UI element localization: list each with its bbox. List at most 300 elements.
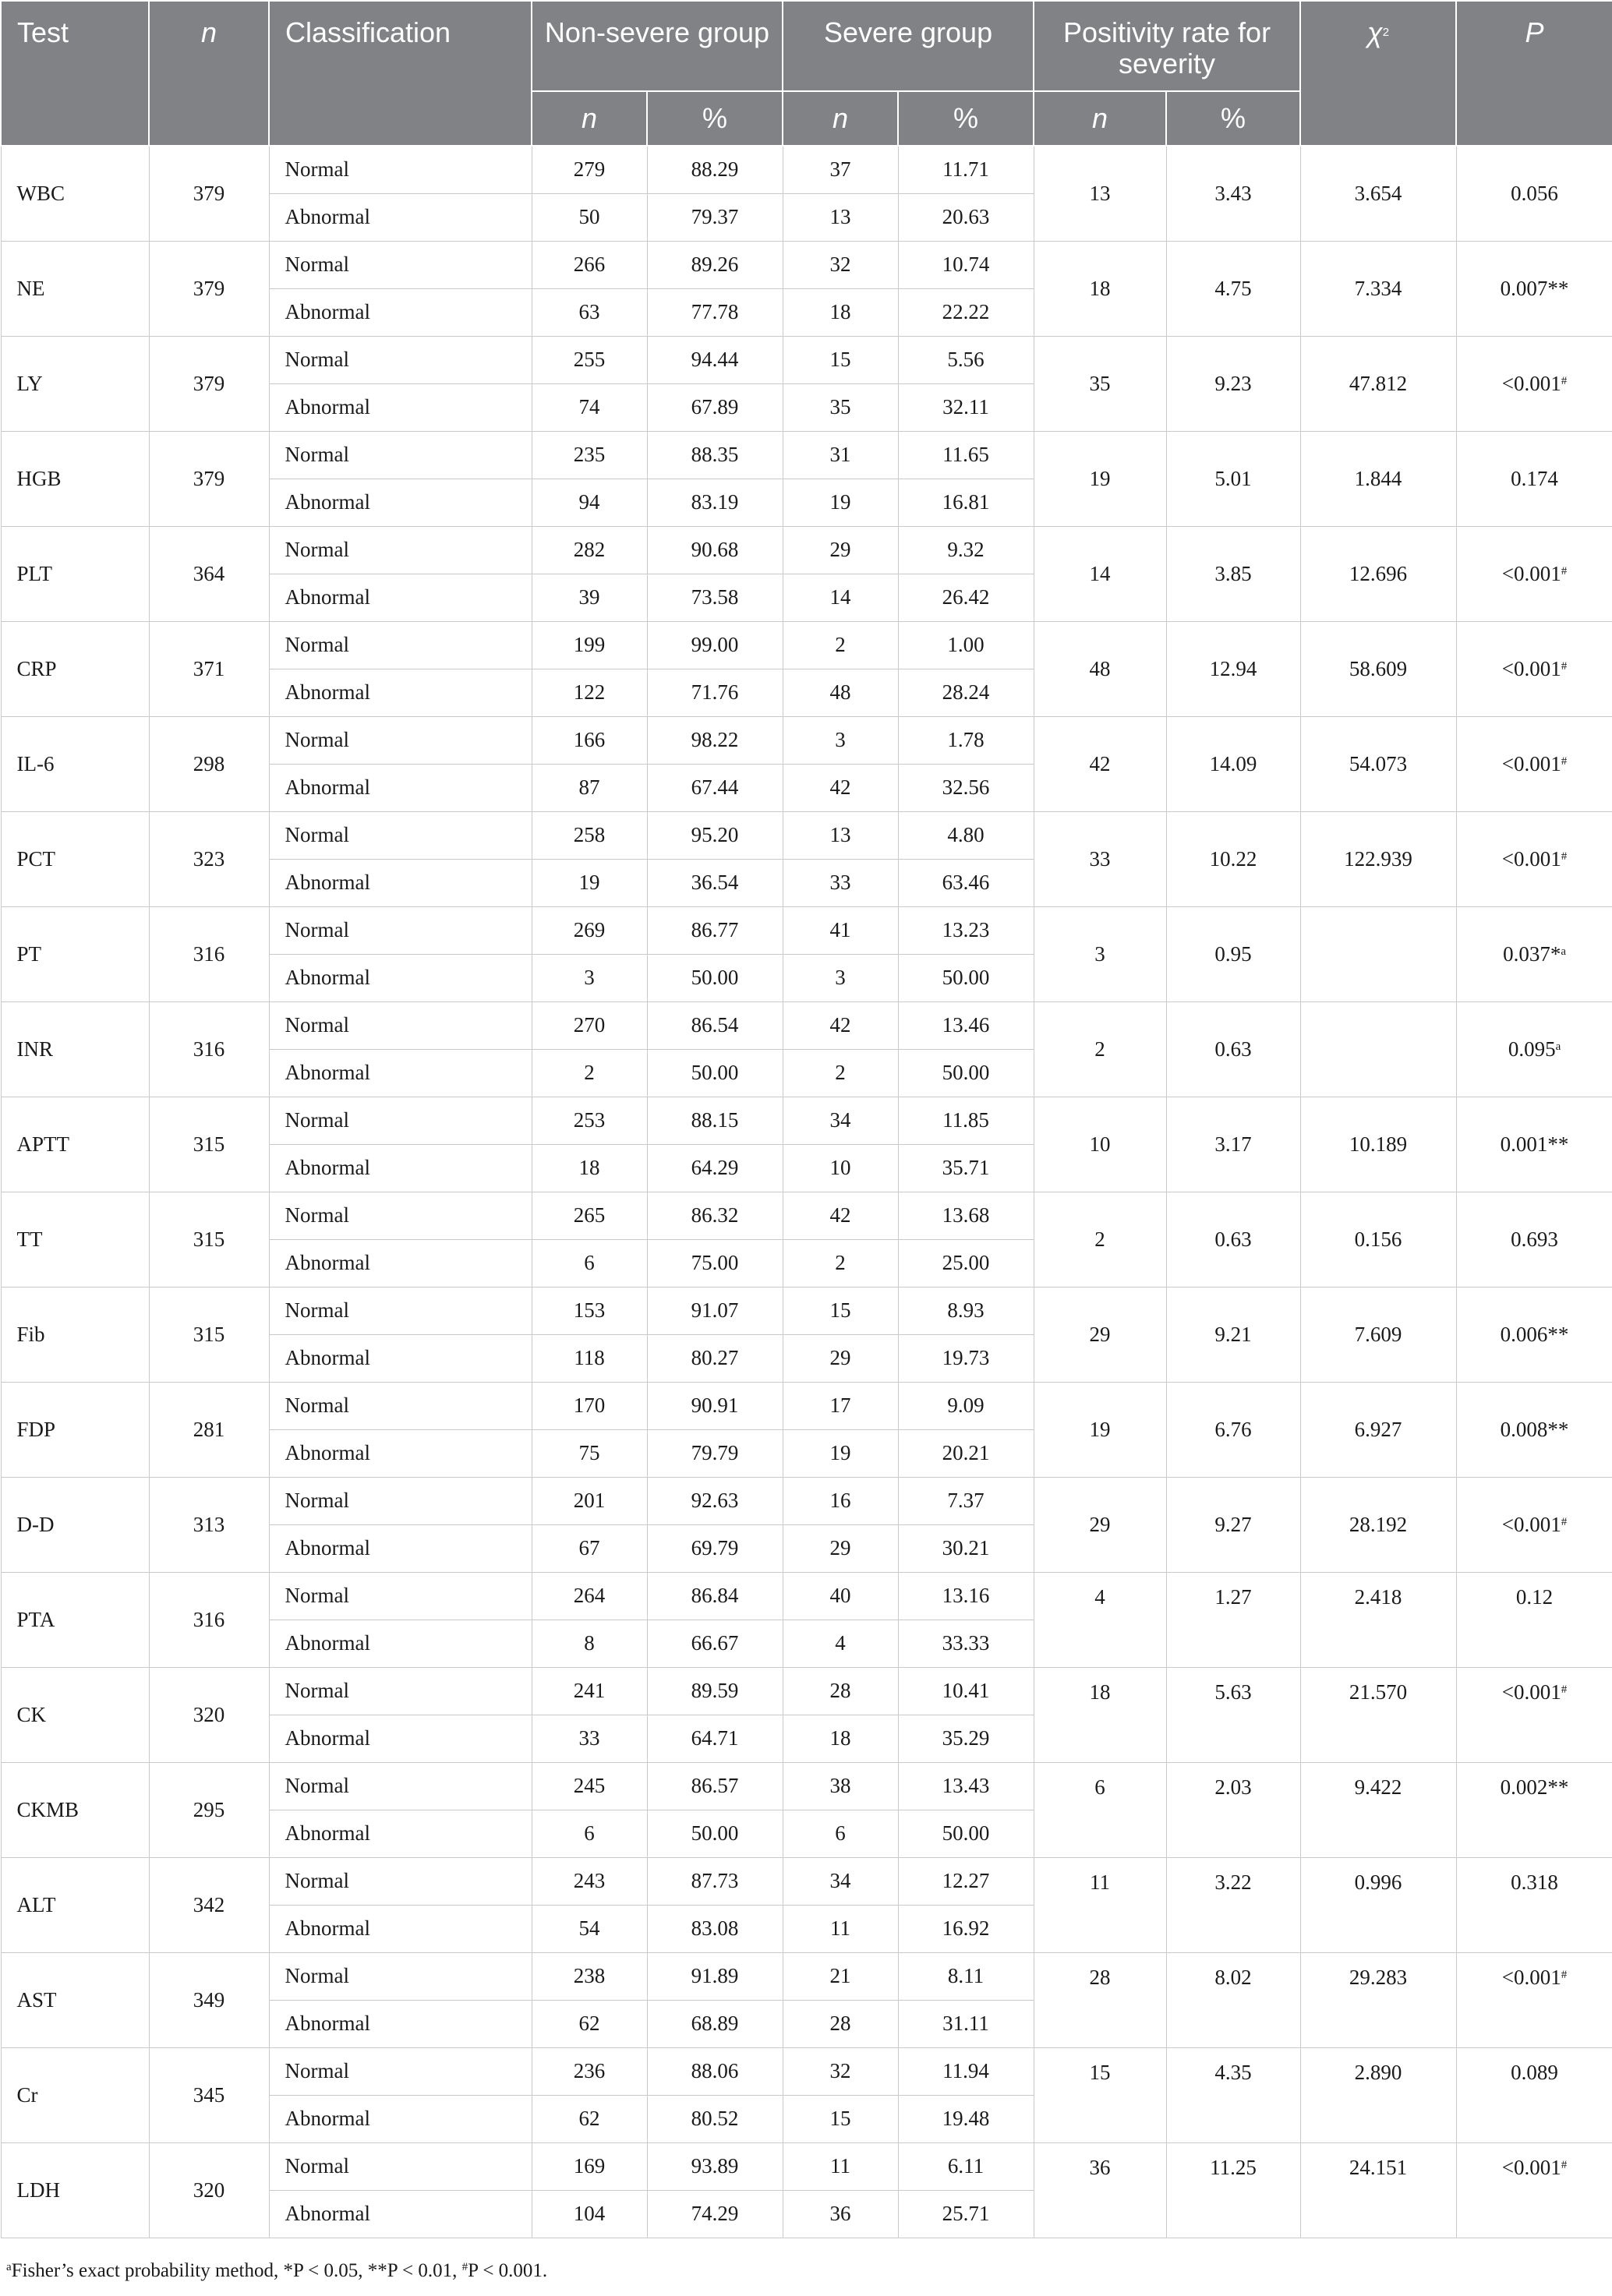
positivity-n-cell: 48 — [1034, 621, 1166, 716]
severe-pct-cell: 20.21 — [898, 1429, 1034, 1477]
non-severe-n-cell: 6 — [532, 1239, 647, 1287]
classification-cell: Abnormal — [269, 574, 532, 621]
table-header — [1, 1, 1612, 146]
p-value-text: <0.001 — [1501, 2155, 1561, 2179]
severe-n-cell: 14 — [783, 574, 898, 621]
chi-square-cell: 28.192 — [1300, 1477, 1456, 1572]
p-value-text: <0.001 — [1501, 561, 1561, 585]
non-severe-n-cell: 258 — [532, 811, 647, 859]
non-severe-pct-cell: 83.08 — [647, 1905, 783, 1952]
subheader-non-severe-pct: % — [647, 91, 783, 146]
severe-n-cell: 16 — [783, 1477, 898, 1524]
classification-cell: Normal — [269, 526, 532, 574]
non-severe-n-cell: 19 — [532, 859, 647, 906]
non-severe-pct-cell: 68.89 — [647, 2000, 783, 2047]
header-chi-square — [1300, 1, 1456, 146]
non-severe-n-cell: 253 — [532, 1097, 647, 1144]
classification-cell: Normal — [269, 1952, 532, 2000]
severe-pct-cell: 12.27 — [898, 1857, 1034, 1905]
p-value-cell — [1456, 1857, 1612, 1952]
severe-n-cell: 38 — [783, 1762, 898, 1810]
positivity-n-cell: 13 — [1034, 146, 1166, 241]
non-severe-pct-cell: 87.73 — [647, 1857, 783, 1905]
severe-n-cell: 15 — [783, 1287, 898, 1334]
severe-pct-cell: 50.00 — [898, 954, 1034, 1001]
severe-n-cell: 13 — [783, 811, 898, 859]
non-severe-pct-cell: 90.91 — [647, 1382, 783, 1429]
classification-cell: Abnormal — [269, 954, 532, 1001]
severe-n-cell: 2 — [783, 1049, 898, 1097]
chi-square-cell: 54.073 — [1300, 716, 1456, 811]
table-row — [1, 336, 1612, 383]
table-row — [1, 2047, 1612, 2095]
non-severe-pct-cell: 77.78 — [647, 288, 783, 336]
non-severe-pct-cell: 64.29 — [647, 1144, 783, 1192]
classification-cell: Normal — [269, 1572, 532, 1620]
table-row — [1, 2142, 1612, 2190]
p-value-superscript: # — [1561, 1515, 1568, 1528]
severe-n-cell: 42 — [783, 1001, 898, 1049]
p-value-cell — [1456, 811, 1612, 906]
classification-cell: Abnormal — [269, 1239, 532, 1287]
table-row — [1, 1572, 1612, 1620]
severe-pct-cell: 8.11 — [898, 1952, 1034, 2000]
chi-square-cell: 7.609 — [1300, 1287, 1456, 1382]
chi-square-cell: 2.890 — [1300, 2047, 1456, 2142]
sample-n-cell: 316 — [149, 906, 269, 1001]
p-value-cell — [1456, 1952, 1612, 2047]
positivity-n-cell: 3 — [1034, 906, 1166, 1001]
severe-pct-cell: 13.16 — [898, 1572, 1034, 1620]
severe-n-cell: 40 — [783, 1572, 898, 1620]
classification-cell: Abnormal — [269, 383, 532, 431]
chi-square-cell: 58.609 — [1300, 621, 1456, 716]
sample-n-cell: 379 — [149, 241, 269, 336]
table-row — [1, 621, 1612, 669]
p-value-superscript: # — [1561, 850, 1568, 863]
classification-cell: Abnormal — [269, 1144, 532, 1192]
classification-cell: Normal — [269, 2047, 532, 2095]
non-severe-n-cell: 74 — [532, 383, 647, 431]
positivity-n-cell: 19 — [1034, 431, 1166, 526]
non-severe-pct-cell: 86.32 — [647, 1192, 783, 1239]
classification-cell: Normal — [269, 811, 532, 859]
p-value-cell — [1456, 241, 1612, 336]
sample-n-cell: 320 — [149, 2142, 269, 2238]
severe-pct-cell: 13.43 — [898, 1762, 1034, 1810]
header-classification: Classification — [269, 1, 532, 146]
severe-n-cell: 21 — [783, 1952, 898, 2000]
non-severe-n-cell: 6 — [532, 1810, 647, 1857]
non-severe-n-cell: 62 — [532, 2095, 647, 2142]
severe-n-cell: 37 — [783, 146, 898, 193]
p-value-text: <0.001 — [1501, 1965, 1561, 1989]
p-value-cell — [1456, 146, 1612, 241]
positivity-n-cell: 18 — [1034, 1667, 1166, 1762]
severe-n-cell: 18 — [783, 288, 898, 336]
non-severe-n-cell: 245 — [532, 1762, 647, 1810]
severe-pct-cell: 4.80 — [898, 811, 1034, 859]
severe-n-cell: 29 — [783, 1524, 898, 1572]
table-row — [1, 906, 1612, 954]
chi-square-cell: 47.812 — [1300, 336, 1456, 431]
sample-n-cell: 379 — [149, 146, 269, 241]
severe-n-cell: 34 — [783, 1857, 898, 1905]
severe-pct-cell: 19.48 — [898, 2095, 1034, 2142]
p-value-superscript: # — [1561, 374, 1568, 387]
severe-pct-cell: 16.92 — [898, 1905, 1034, 1952]
classification-cell: Normal — [269, 1477, 532, 1524]
header-test: Test — [1, 1, 149, 146]
chi-square-cell: 21.570 — [1300, 1667, 1456, 1762]
footnote-text: Fisher’s exact probability method, *P < 0.05, **P < 0.01, — [11, 2260, 462, 2281]
p-value-cell — [1456, 1382, 1612, 1477]
sample-n-cell: 315 — [149, 1192, 269, 1287]
classification-cell: Abnormal — [269, 1429, 532, 1477]
sample-n-cell: 320 — [149, 1667, 269, 1762]
table-row — [1, 1097, 1612, 1144]
test-name-cell: PTA — [1, 1572, 149, 1667]
positivity-n-cell: 15 — [1034, 2047, 1166, 2142]
test-name-cell: PT — [1, 906, 149, 1001]
non-severe-pct-cell: 79.79 — [647, 1429, 783, 1477]
test-name-cell: INR — [1, 1001, 149, 1097]
chi-square-cell: 29.283 — [1300, 1952, 1456, 2047]
severe-pct-cell: 28.24 — [898, 669, 1034, 716]
footnote-tail: P < 0.001. — [468, 2260, 548, 2281]
table-row — [1, 526, 1612, 574]
chi-square-cell: 122.939 — [1300, 811, 1456, 906]
chi-square-cell: 10.189 — [1300, 1097, 1456, 1192]
test-name-cell: D-D — [1, 1477, 149, 1572]
sample-n-cell: 364 — [149, 526, 269, 621]
non-severe-pct-cell: 91.89 — [647, 1952, 783, 2000]
test-name-cell: NE — [1, 241, 149, 336]
header-non-severe-group: Non-severe group — [532, 1, 783, 91]
non-severe-n-cell: 50 — [532, 193, 647, 241]
p-value-cell — [1456, 1001, 1612, 1097]
classification-cell: Abnormal — [269, 479, 532, 526]
non-severe-pct-cell: 86.84 — [647, 1572, 783, 1620]
severe-n-cell: 35 — [783, 383, 898, 431]
classification-cell: Normal — [269, 336, 532, 383]
severe-n-cell: 10 — [783, 1144, 898, 1192]
non-severe-n-cell: 75 — [532, 1429, 647, 1477]
classification-cell: Normal — [269, 1382, 532, 1429]
chi-superscript: 2 — [1382, 26, 1390, 39]
non-severe-n-cell: 63 — [532, 288, 647, 336]
p-value-text: 0.037* — [1503, 941, 1561, 966]
non-severe-pct-cell: 94.44 — [647, 336, 783, 383]
classification-cell: Abnormal — [269, 1049, 532, 1097]
severe-pct-cell: 31.11 — [898, 2000, 1034, 2047]
p-value-cell — [1456, 1477, 1612, 1572]
classification-cell: Normal — [269, 1192, 532, 1239]
p-value-cell — [1456, 1192, 1612, 1287]
positivity-pct-cell: 3.85 — [1166, 526, 1300, 621]
sample-n-cell: 379 — [149, 431, 269, 526]
non-severe-pct-cell: 74.29 — [647, 2190, 783, 2238]
classification-cell: Abnormal — [269, 2190, 532, 2238]
non-severe-n-cell: 243 — [532, 1857, 647, 1905]
positivity-pct-cell: 9.23 — [1166, 336, 1300, 431]
table-footnote — [6, 2260, 547, 2282]
positivity-pct-cell: 3.43 — [1166, 146, 1300, 241]
non-severe-n-cell: 236 — [532, 2047, 647, 2095]
test-name-cell: Fib — [1, 1287, 149, 1382]
p-value-superscript: # — [1561, 659, 1568, 673]
test-name-cell: IL-6 — [1, 716, 149, 811]
test-name-cell: PLT — [1, 526, 149, 621]
p-value-text: 0.006** — [1500, 1322, 1569, 1346]
footnote-hash: # — [461, 2261, 468, 2273]
non-severe-n-cell: 269 — [532, 906, 647, 954]
non-severe-n-cell: 104 — [532, 2190, 647, 2238]
p-value-superscript: # — [1561, 564, 1568, 578]
header-severe-group: Severe group — [783, 1, 1034, 91]
chi-square-cell: 12.696 — [1300, 526, 1456, 621]
sample-n-cell: 315 — [149, 1097, 269, 1192]
severe-pct-cell: 22.22 — [898, 288, 1034, 336]
p-value-cell — [1456, 1287, 1612, 1382]
non-severe-pct-cell: 50.00 — [647, 1049, 783, 1097]
severe-pct-cell: 9.32 — [898, 526, 1034, 574]
non-severe-pct-cell: 50.00 — [647, 954, 783, 1001]
sample-n-cell: 315 — [149, 1287, 269, 1382]
subheader-non-severe-n: n — [532, 91, 647, 146]
test-name-cell: TT — [1, 1192, 149, 1287]
p-value-text: <0.001 — [1501, 1680, 1561, 1704]
sample-n-cell: 281 — [149, 1382, 269, 1477]
positivity-n-cell: 42 — [1034, 716, 1166, 811]
table-row — [1, 1192, 1612, 1239]
non-severe-n-cell: 270 — [532, 1001, 647, 1049]
positivity-pct-cell: 9.27 — [1166, 1477, 1300, 1572]
non-severe-pct-cell: 36.54 — [647, 859, 783, 906]
test-name-cell: CKMB — [1, 1762, 149, 1857]
positivity-pct-cell: 0.63 — [1166, 1001, 1300, 1097]
severe-n-cell: 41 — [783, 906, 898, 954]
p-value-cell — [1456, 621, 1612, 716]
severe-pct-cell: 50.00 — [898, 1810, 1034, 1857]
severe-pct-cell: 11.65 — [898, 431, 1034, 479]
table-row — [1, 1001, 1612, 1049]
severe-pct-cell: 11.94 — [898, 2047, 1034, 2095]
non-severe-pct-cell: 89.59 — [647, 1667, 783, 1715]
positivity-n-cell: 2 — [1034, 1001, 1166, 1097]
p-value-superscript: # — [1561, 1968, 1568, 1981]
positivity-n-cell: 29 — [1034, 1477, 1166, 1572]
positivity-n-cell: 28 — [1034, 1952, 1166, 2047]
positivity-pct-cell: 2.03 — [1166, 1762, 1300, 1857]
non-severe-pct-cell: 83.19 — [647, 479, 783, 526]
positivity-pct-cell: 5.01 — [1166, 431, 1300, 526]
severe-n-cell: 2 — [783, 1239, 898, 1287]
non-severe-pct-cell: 91.07 — [647, 1287, 783, 1334]
positivity-pct-cell: 6.76 — [1166, 1382, 1300, 1477]
severe-n-cell: 28 — [783, 2000, 898, 2047]
classification-cell: Abnormal — [269, 859, 532, 906]
severe-n-cell: 19 — [783, 1429, 898, 1477]
chi-square-cell: 24.151 — [1300, 2142, 1456, 2238]
non-severe-pct-cell: 86.57 — [647, 1762, 783, 1810]
test-name-cell: ALT — [1, 1857, 149, 1952]
non-severe-pct-cell: 88.06 — [647, 2047, 783, 2095]
severe-n-cell: 18 — [783, 1715, 898, 1762]
header-positivity-rate: Positivity rate for severity — [1034, 1, 1300, 91]
positivity-n-cell: 19 — [1034, 1382, 1166, 1477]
non-severe-n-cell: 279 — [532, 146, 647, 193]
non-severe-pct-cell: 75.00 — [647, 1239, 783, 1287]
severe-n-cell: 42 — [783, 1192, 898, 1239]
non-severe-pct-cell: 92.63 — [647, 1477, 783, 1524]
severe-n-cell: 19 — [783, 479, 898, 526]
classification-cell: Normal — [269, 2142, 532, 2190]
severe-n-cell: 15 — [783, 2095, 898, 2142]
classification-cell: Normal — [269, 1001, 532, 1049]
non-severe-n-cell: 87 — [532, 764, 647, 811]
severe-n-cell: 29 — [783, 1334, 898, 1382]
chi-square-cell: 1.844 — [1300, 431, 1456, 526]
classification-cell: Normal — [269, 146, 532, 193]
sample-n-cell: 342 — [149, 1857, 269, 1952]
classification-cell: Abnormal — [269, 288, 532, 336]
p-value-cell — [1456, 336, 1612, 431]
p-value-text: 0.12 — [1515, 1584, 1554, 1609]
sample-n-cell: 295 — [149, 1762, 269, 1857]
non-severe-n-cell: 153 — [532, 1287, 647, 1334]
p-value-cell — [1456, 716, 1612, 811]
non-severe-n-cell: 118 — [532, 1334, 647, 1382]
non-severe-pct-cell: 86.54 — [647, 1001, 783, 1049]
classification-cell: Abnormal — [269, 1810, 532, 1857]
header-p: P — [1456, 1, 1612, 146]
severe-n-cell: 11 — [783, 1905, 898, 1952]
sample-n-cell: 316 — [149, 1001, 269, 1097]
severe-n-cell: 11 — [783, 2142, 898, 2190]
classification-cell: Abnormal — [269, 1715, 532, 1762]
sample-n-cell: 313 — [149, 1477, 269, 1572]
severe-pct-cell: 32.11 — [898, 383, 1034, 431]
non-severe-n-cell: 170 — [532, 1382, 647, 1429]
non-severe-n-cell: 2 — [532, 1049, 647, 1097]
non-severe-pct-cell: 99.00 — [647, 621, 783, 669]
positivity-pct-cell: 4.35 — [1166, 2047, 1300, 2142]
positivity-pct-cell: 10.22 — [1166, 811, 1300, 906]
test-name-cell: HGB — [1, 431, 149, 526]
severe-n-cell: 2 — [783, 621, 898, 669]
classification-cell: Normal — [269, 716, 532, 764]
p-value-text: <0.001 — [1501, 751, 1561, 775]
positivity-pct-cell: 0.63 — [1166, 1192, 1300, 1287]
non-severe-n-cell: 264 — [532, 1572, 647, 1620]
non-severe-pct-cell: 95.20 — [647, 811, 783, 859]
positivity-pct-cell: 12.94 — [1166, 621, 1300, 716]
non-severe-pct-cell: 90.68 — [647, 526, 783, 574]
sample-n-cell: 371 — [149, 621, 269, 716]
p-value-superscript: a — [1555, 1040, 1561, 1053]
classification-cell: Abnormal — [269, 2000, 532, 2047]
non-severe-n-cell: 39 — [532, 574, 647, 621]
non-severe-pct-cell: 98.22 — [647, 716, 783, 764]
p-value-text: 0.008** — [1500, 1417, 1569, 1441]
positivity-n-cell: 36 — [1034, 2142, 1166, 2238]
classification-cell: Normal — [269, 906, 532, 954]
severe-pct-cell: 25.00 — [898, 1239, 1034, 1287]
sample-n-cell: 349 — [149, 1952, 269, 2047]
severe-pct-cell: 19.73 — [898, 1334, 1034, 1382]
test-name-cell: WBC — [1, 146, 149, 241]
positivity-pct-cell: 9.21 — [1166, 1287, 1300, 1382]
positivity-pct-cell: 14.09 — [1166, 716, 1300, 811]
positivity-pct-cell: 0.95 — [1166, 906, 1300, 1001]
positivity-n-cell: 11 — [1034, 1857, 1166, 1952]
subheader-severe-n: n — [783, 91, 898, 146]
table-row — [1, 1477, 1612, 1524]
table-row — [1, 1667, 1612, 1715]
sample-n-cell: 298 — [149, 716, 269, 811]
classification-cell: Normal — [269, 1287, 532, 1334]
p-value-text: 0.001** — [1500, 1132, 1569, 1156]
severe-n-cell: 32 — [783, 2047, 898, 2095]
chi-square-cell: 0.996 — [1300, 1857, 1456, 1952]
test-name-cell: LY — [1, 336, 149, 431]
table-row — [1, 1762, 1612, 1810]
table-row — [1, 146, 1612, 193]
subheader-positivity-n: n — [1034, 91, 1166, 146]
p-value-text: 0.002** — [1500, 1775, 1569, 1799]
p-value-superscript: # — [1561, 2158, 1568, 2171]
severe-pct-cell: 1.00 — [898, 621, 1034, 669]
p-value-superscript: # — [1561, 754, 1568, 768]
non-severe-n-cell: 18 — [532, 1144, 647, 1192]
non-severe-pct-cell: 88.35 — [647, 431, 783, 479]
non-severe-pct-cell: 88.15 — [647, 1097, 783, 1144]
severe-pct-cell: 13.68 — [898, 1192, 1034, 1239]
non-severe-pct-cell: 66.67 — [647, 1620, 783, 1667]
classification-cell: Abnormal — [269, 1524, 532, 1572]
classification-cell: Normal — [269, 1762, 532, 1810]
positivity-pct-cell: 4.75 — [1166, 241, 1300, 336]
non-severe-pct-cell: 50.00 — [647, 1810, 783, 1857]
severe-pct-cell: 16.81 — [898, 479, 1034, 526]
classification-cell: Normal — [269, 241, 532, 288]
chi-square-cell: 9.422 — [1300, 1762, 1456, 1857]
classification-cell: Abnormal — [269, 669, 532, 716]
p-value-cell — [1456, 1762, 1612, 1857]
severe-n-cell: 42 — [783, 764, 898, 811]
non-severe-pct-cell: 86.77 — [647, 906, 783, 954]
table-row — [1, 241, 1612, 288]
non-severe-pct-cell: 67.44 — [647, 764, 783, 811]
table-row — [1, 716, 1612, 764]
p-value-superscript: # — [1561, 1683, 1568, 1696]
classification-cell: Normal — [269, 1857, 532, 1905]
p-value-cell — [1456, 1572, 1612, 1667]
severe-pct-cell: 11.71 — [898, 146, 1034, 193]
classification-cell: Abnormal — [269, 193, 532, 241]
test-name-cell: CK — [1, 1667, 149, 1762]
positivity-pct-cell: 5.63 — [1166, 1667, 1300, 1762]
non-severe-pct-cell: 79.37 — [647, 193, 783, 241]
severe-n-cell: 17 — [783, 1382, 898, 1429]
non-severe-n-cell: 62 — [532, 2000, 647, 2047]
non-severe-n-cell: 199 — [532, 621, 647, 669]
severe-n-cell: 4 — [783, 1620, 898, 1667]
severe-pct-cell: 33.33 — [898, 1620, 1034, 1667]
severe-n-cell: 36 — [783, 2190, 898, 2238]
chi-square-cell — [1300, 1001, 1456, 1097]
